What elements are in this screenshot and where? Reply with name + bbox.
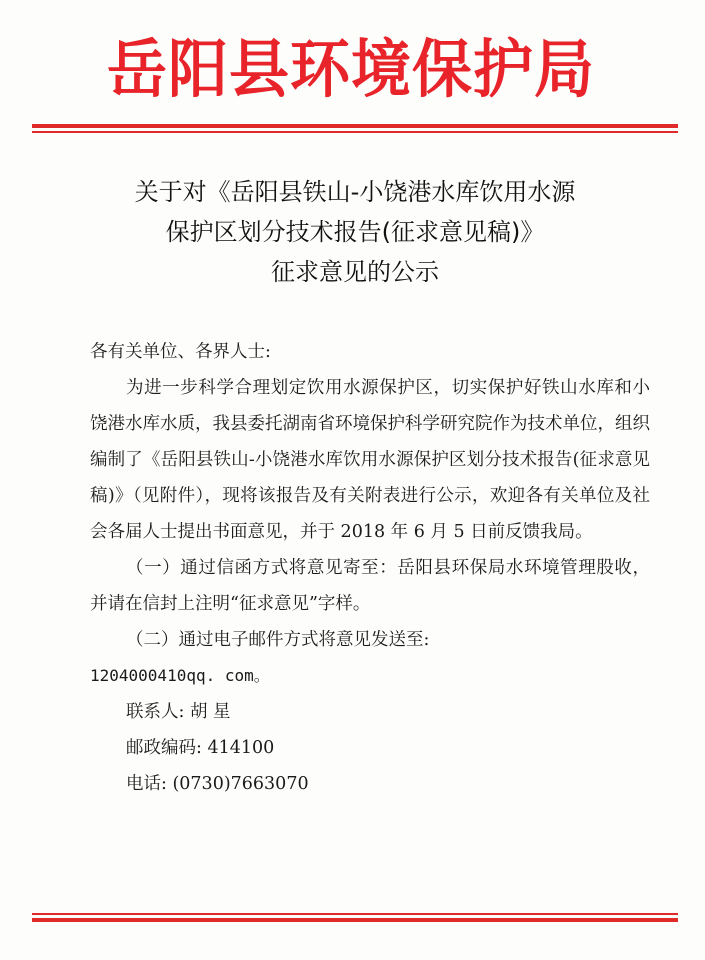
main-paragraph: 为进一步科学合理划定饮用水源保护区，切实保护好铁山水库和小饶港水库水质，我县委托湖南省环境保护科学研究院作为技术单位，组织编制了《岳阳县铁山-小饶港水库饮用水源保护区划分技术报告(征求意见稿)》（见附件），现将该报告及有关附表进行公示，欢迎各有关单位及社会各届人士提出书面意见，并于 2018 年 6 月 5 日前反馈我局。: [90, 378, 650, 542]
postal-code: 邮政编码: 414100: [126, 738, 275, 758]
footer-rule-thin: [32, 913, 678, 915]
submission-method-email: （二）通过电子邮件方式将意见发送至:: [126, 630, 430, 650]
title-line-3: 征求意见的公示: [271, 258, 439, 286]
footer-rule-thick: [32, 918, 678, 922]
org-letterhead-title: 岳阳县环境保护局: [107, 33, 595, 107]
title-line-2: 保护区划分技术报告(征求意见稿)》: [165, 218, 545, 246]
letterhead-rule-thick: [32, 124, 678, 128]
document-body: [90, 334, 650, 802]
letterhead-rule-thin: [32, 131, 678, 133]
document-title: [60, 172, 650, 292]
contact-person: 联系人: 胡 星: [126, 702, 231, 722]
contact-email: 1204000410qq. com。: [90, 666, 270, 685]
salutation: 各有关单位、各界人士:: [90, 342, 271, 362]
title-line-1: 关于对《岳阳县铁山-小饶港水库饮用水源: [134, 178, 576, 206]
submission-method-mail: （一）通过信函方式将意见寄至：岳阳县环保局水环境管理股收，并请在信封上注明“征求意见”字样。: [90, 558, 650, 614]
contact-phone: 电话: (0730)7663070: [126, 774, 309, 794]
